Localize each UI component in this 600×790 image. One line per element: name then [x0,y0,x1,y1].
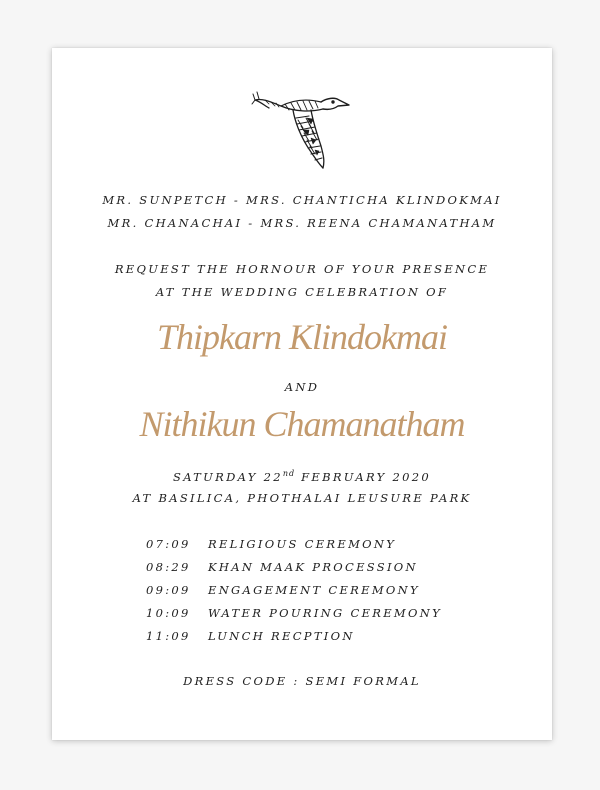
invitation-card [52,48,552,740]
schedule-time: 10:09 [146,606,191,620]
request-line-2: AT THE WEDDING CELEBRATION OF [155,285,449,299]
event-date [52,469,552,484]
host-parents-line-1: MR. SUNPETCH - MRS. CHANTICHA KLINDOKMAI [102,193,502,207]
request-line-1: REQUEST THE HORNOUR OF YOUR PRESENCE [114,262,490,276]
schedule-row [146,583,420,597]
schedule-row [146,560,418,574]
groom-name: Nithikun Chamanatham [139,404,465,444]
schedule-activity: ENGAGEMENT CEREMONY [208,583,420,597]
event-day-suffix: nd [282,469,296,478]
schedule-time: 11:09 [146,629,191,643]
host-parents-line-2: MR. CHANACHAI - MRS. REENA CHAMANATHAM [107,216,497,230]
schedule-activity: WATER POURING CEREMONY [208,606,442,620]
schedule-row [146,537,396,551]
schedule-activity: LUNCH RECPTION [208,629,355,643]
flying-bird-sketch-icon [251,88,355,170]
schedule-row [146,606,442,620]
bride-name: Thipkarn Klindokmai [156,317,447,357]
dress-code: DRESS CODE : SEMI FORMAL [183,674,421,688]
event-venue: AT BASILICA, PHOTHALAI LEUSURE PARK [132,491,472,505]
schedule-row [146,629,355,643]
event-day: SATURDAY 22 [173,469,283,484]
schedule-time: 08:29 [146,560,191,574]
schedule-time: 07:09 [146,537,191,551]
schedule-activity: RELIGIOUS CEREMONY [208,537,397,551]
event-month-year: FEBRUARY 2020 [295,469,431,484]
schedule-time: 09:09 [146,583,191,597]
and-connector: AND [284,380,320,394]
schedule-activity: KHAN MAAK PROCESSION [208,560,418,574]
